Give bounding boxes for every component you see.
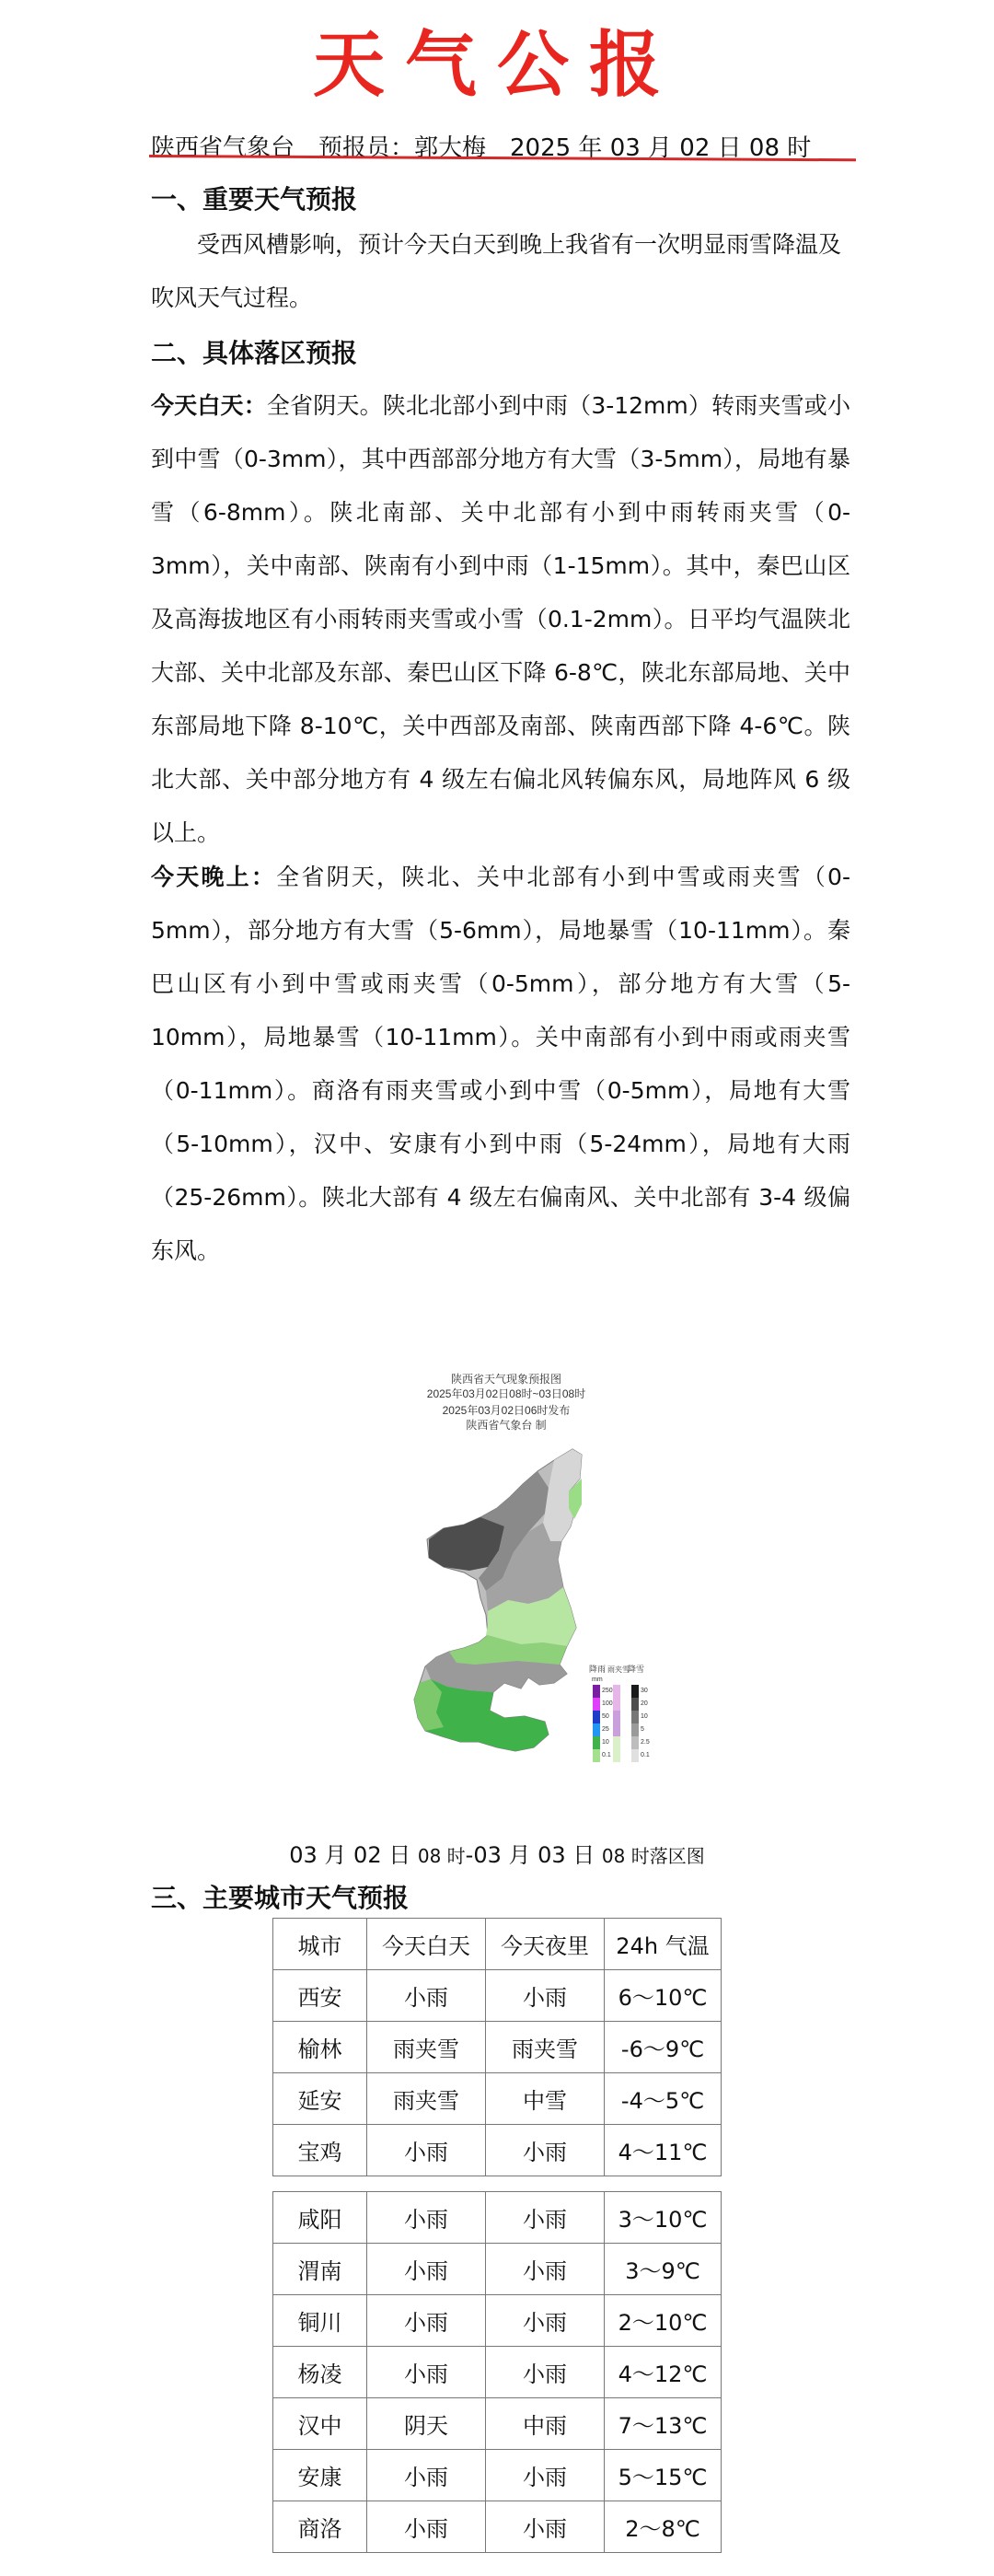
table-cell: 2～8℃	[605, 2501, 722, 2553]
table-cell: 小雨	[367, 2125, 486, 2176]
table-cell: 小雨	[486, 2450, 605, 2501]
map-header-3: 2025年03月02日06时发布	[442, 1404, 571, 1417]
day-text: 全省阴天。陕北北部小到中雨（3-12mm）转雨夹雪或小到中雪（0-3mm），其中西部部分地方有大雪（3-5mm），局地有暴雪（6-8mm）。陕北南部、关中北部有小到中雨转雨夹雪（0-3mm），关中南部、陕南有小到中雨（1-15mm）。其中，秦巴山区及高海拔地区有小雨转雨夹雪或小雪（0.1-2mm）。日平均气温陕北大部、关中北部及东部、秦巴山区下降 6-8℃，陕北东部局地、关中东部局地下降 8-10℃，关中西部及南部、陕南西部下降 4-6℃。陕北大部、关中部分地方有 4 级左右偏北风转偏东风，局地阵风 6 级以上。	[151, 392, 850, 846]
table-cell: 铜川	[273, 2295, 367, 2347]
rain-tick-4: 10	[602, 1739, 609, 1746]
city-table-part1	[272, 1918, 722, 2176]
table-cell: 小雨	[367, 2244, 486, 2295]
table-cell: 榆林	[273, 2022, 367, 2073]
snow-tick-4: 2.5	[641, 1739, 650, 1746]
snow-tick-0: 30	[641, 1688, 648, 1694]
table-row	[273, 2501, 722, 2553]
table-cell: 延安	[273, 2073, 367, 2125]
table-row	[273, 2073, 722, 2125]
table-cell: 小雨	[486, 2295, 605, 2347]
rain-tick-3: 25	[602, 1726, 609, 1733]
table-row	[273, 2398, 722, 2450]
forecast-map	[341, 1370, 672, 1821]
legend-rain-label: 降雨	[589, 1665, 607, 1674]
table-header-row	[273, 1919, 722, 1970]
table-row	[273, 2125, 722, 2176]
table-row	[273, 2022, 722, 2073]
table-cell: 2～10℃	[605, 2295, 722, 2347]
table-cell: 雨夹雪	[367, 2073, 486, 2125]
map-caption: 03 月 02 日 08 时-03 月 03 日 08 时落区图	[289, 1842, 705, 1868]
table-cell: 6～10℃	[605, 1970, 722, 2022]
table-cell: 中雪	[486, 2073, 605, 2125]
table-cell: 4～12℃	[605, 2347, 722, 2398]
table-cell: 渭南	[273, 2244, 367, 2295]
rain-tick-0: 250	[602, 1688, 613, 1694]
table-row	[273, 2192, 722, 2244]
day-forecast	[151, 379, 850, 860]
city-table-part2	[272, 2191, 722, 2553]
legend-unit: mm	[592, 1677, 603, 1683]
rain-tick-1: 100	[602, 1700, 613, 1707]
table-cell: 中雨	[486, 2398, 605, 2450]
rain-legend-bar	[593, 1685, 600, 1762]
table-cell: -6～9℃	[605, 2022, 722, 2073]
map-header-4: 陕西省气象台 制	[466, 1419, 547, 1432]
col-header: 城市	[273, 1919, 367, 1970]
table-cell: 5～15℃	[605, 2450, 722, 2501]
section-1-text: 受西风槽影响，预计今天白天到晚上我省有一次明显雨雪降温及吹风天气过程。	[151, 231, 842, 311]
col-header: 今天白天	[367, 1919, 486, 1970]
table-row	[273, 2295, 722, 2347]
table-cell: 3～9℃	[605, 2244, 722, 2295]
table-row	[273, 2450, 722, 2501]
table-cell: 小雨	[367, 2450, 486, 2501]
night-forecast	[151, 851, 850, 1278]
night-label: 今天晚上：	[151, 864, 277, 890]
section-3-title: 三、主要城市天气预报	[151, 1883, 410, 1913]
issuer-line: 陕西省气象台 预报员：郭大梅 2025 年 03 月 02 日 08 时	[151, 134, 812, 162]
table-cell: 汉中	[273, 2398, 367, 2450]
table-cell: 小雨	[367, 2295, 486, 2347]
table-row	[273, 2244, 722, 2295]
table-cell: 小雨	[367, 2192, 486, 2244]
table-cell: 杨凌	[273, 2347, 367, 2398]
table-cell: 7～13℃	[605, 2398, 722, 2450]
table-cell: 西安	[273, 1970, 367, 2022]
table-cell: 3～10℃	[605, 2192, 722, 2244]
rain-tick-2: 50	[602, 1713, 609, 1720]
snow-tick-2: 10	[641, 1713, 648, 1720]
table-cell: 宝鸡	[273, 2125, 367, 2176]
table-cell: 4～11℃	[605, 2125, 722, 2176]
table-cell: 小雨	[486, 2347, 605, 2398]
sleet-legend-bar	[613, 1685, 620, 1762]
legend-snow-label: 降雪	[628, 1665, 645, 1674]
table-cell: 小雨	[486, 2125, 605, 2176]
rain-tick-5: 0.1	[602, 1752, 611, 1758]
table-cell: 小雨	[367, 2501, 486, 2553]
section-2-title: 二、具体落区预报	[151, 338, 358, 368]
table-cell: 咸阳	[273, 2192, 367, 2244]
snow-tick-5: 0.1	[641, 1752, 650, 1758]
night-text: 全省阴天，陕北、关中北部有小到中雪或雨夹雪（0-5mm），部分地方有大雪（5-6mm），局地暴雪（10-11mm）。秦巴山区有小到中雪或雨夹雪（0-5mm），部分地方有大雪（5-10mm），局地暴雪（10-11mm）。关中南部有小到中雨或雨夹雪（0-11mm）。商洛有雨夹雪或小到中雪（0-5mm），局地有大雪（5-10mm），汉中、安康有小到中雨（5-24mm），局地有大雨（25-26mm）。陕北大部有 4 级左右偏南风、关中北部有 3-4 级偏东风。	[151, 864, 850, 1264]
legend-sleet-label: 雨夹雪	[607, 1665, 630, 1674]
table-row	[273, 1970, 722, 2022]
snow-legend-bar	[631, 1685, 639, 1762]
masthead-title: 天气公报	[312, 23, 681, 107]
table-cell: 小雨	[486, 2501, 605, 2553]
section-1-title: 一、重要天气预报	[151, 184, 358, 215]
table-cell: -4～5℃	[605, 2073, 722, 2125]
table-cell: 雨夹雪	[486, 2022, 605, 2073]
table-row	[273, 2347, 722, 2398]
map-header-1: 陕西省天气现象预报图	[450, 1373, 562, 1386]
col-header: 24h 气温	[605, 1919, 722, 1970]
snow-tick-3: 5	[641, 1726, 644, 1733]
col-header: 今天夜里	[486, 1919, 605, 1970]
table-cell: 小雨	[486, 2192, 605, 2244]
table-cell: 小雨	[486, 1970, 605, 2022]
table-cell: 安康	[273, 2450, 367, 2501]
map-header-2: 2025年03月02日08时~03日08时	[426, 1387, 586, 1400]
table-cell: 小雨	[367, 2347, 486, 2398]
snow-tick-1: 20	[641, 1700, 648, 1707]
table-cell: 商洛	[273, 2501, 367, 2553]
table-cell: 小雨	[367, 1970, 486, 2022]
table-cell: 阴天	[367, 2398, 486, 2450]
table-cell: 雨夹雪	[367, 2022, 486, 2073]
table-cell: 小雨	[486, 2244, 605, 2295]
day-label: 今天白天：	[151, 392, 267, 419]
